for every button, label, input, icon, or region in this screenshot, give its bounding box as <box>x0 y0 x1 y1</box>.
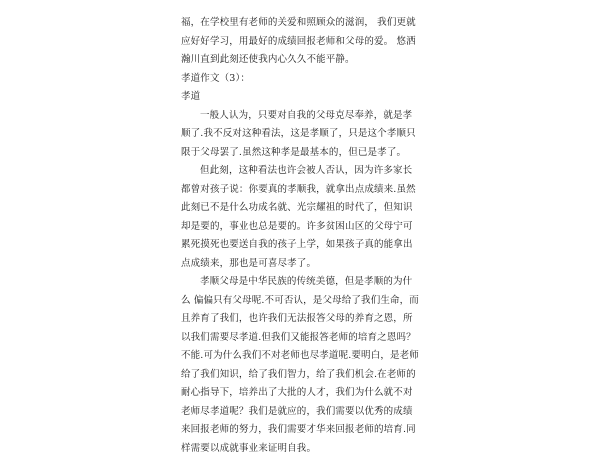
document-body <box>181 14 421 458</box>
essay-title: 孝道 <box>181 91 201 102</box>
body-paragraph-3: 孝顺父母是中华民族的传统美德，但是孝顺的为什么 偏偏只有父母呢.不可否认，是父母给了我们生命，而且养育了我们，也许我们无法报答父母的养育之恩，所以我们需要尽孝道.但我们又能报答老师的培育之恩吗？不能.可为什么我们不对老师也尽孝道呢.要明白，是老师给了我们知识，给了我们智力，给了我们机会.在老师的耐心指导下，培养出了大批的人才，我们为什么就不对老师尽孝道呢？我们是就应的，我们需要以优秀的成绩来回报老师的努力，我们需要才华来回报老师的培育.同样需要以成就事业来证明自我。 <box>181 276 419 454</box>
body-paragraph-1: 一般人认为，只要对自我的父母克尽奉养，就是孝顺了.我不反对这种看法，这是孝顺了，只是这个孝顺只限于父母罢了.虽然这种孝是最基本的，但已是孝了。 <box>181 109 416 158</box>
body-paragraph-2: 但此刻，这种看法也许会被人否认，因为许多家长都曾对孩子说：你要真的孝顺我，就拿出点成绩来.虽然此刻已不是什么功成名就、光宗耀祖的时代了，但知识却是要的，事业也总是要的。许多贫困山区的父母宁可累死摸死也要送自我的孩子上学，如果孩子真的能拿出点成绩来，那也是可喜尽孝了。 <box>181 165 416 269</box>
intro-paragraph: 福，在学校里有老师的关爱和照顾众的滋润， 我们更就应好好学习，用最好的成绩回报老师和父母的爱。 悠洒瀚川直到此刻还使我内心久久不能平静。 <box>181 17 416 65</box>
essay-heading: 孝道作文（3）： <box>181 72 250 84</box>
